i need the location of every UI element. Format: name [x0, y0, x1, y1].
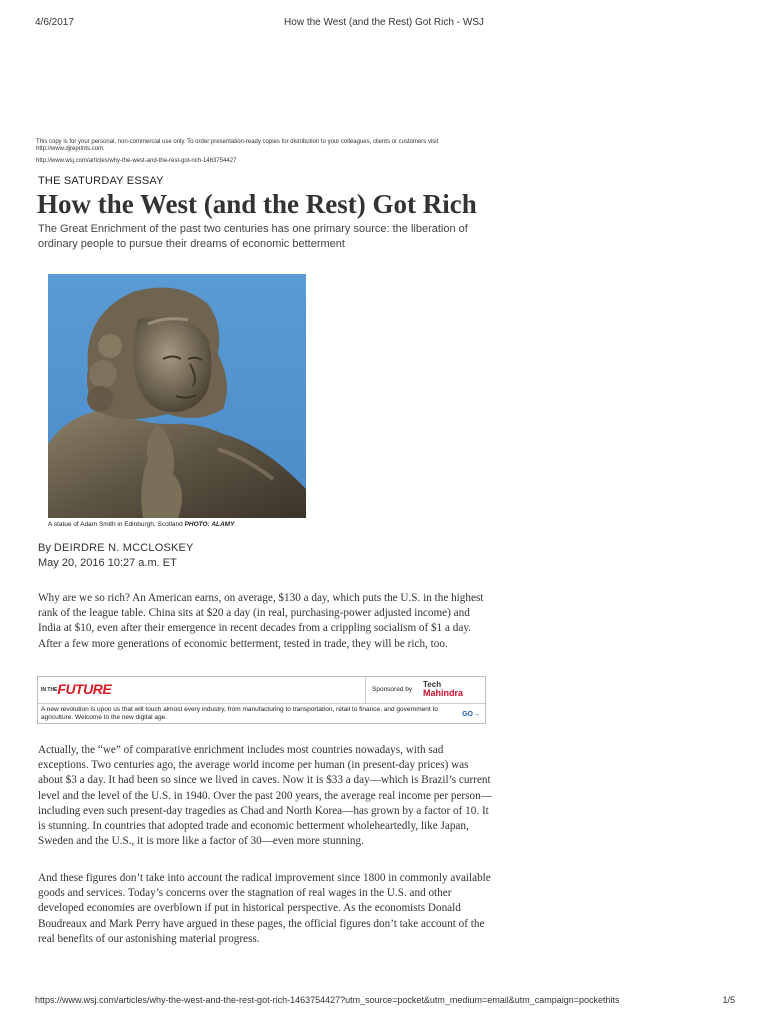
- sponsor-box: Sponsored by Tech Mahindra: [365, 677, 487, 703]
- footer-url[interactable]: https://www.wsj.com/articles/why-the-west-and-the-rest-got-rich-1463754427?utm_source=pocket&utm_medium=email&utm_campaign=pockethits: [35, 995, 620, 1005]
- article-paragraph: Why are we so rich? An American earns, on average, $130 a day, which puts the U.S. in the highest rank of the league table. China sits at $20 a day (in real, purchasing-power adjusted income) and India at $10, even after their emergence in recent decades from a crippling socialism of $1 a day. After a few more generations of economic betterment, tested in trade, they will be rich, too.: [38, 592, 484, 650]
- sponsored-ad[interactable]: [37, 676, 486, 724]
- page-number: 1/5: [722, 995, 735, 1005]
- adam-smith-statue-photo: [48, 274, 306, 518]
- subheadline: The Great Enrichment of the past two centuries has one primary source: the liberation of ordinary people to pursue their dreams of economic betterment: [38, 223, 468, 250]
- statue-illustration: [48, 274, 306, 518]
- author-name[interactable]: DEIRDRE N. MCCLOSKEY: [53, 542, 194, 554]
- reprint-notice: This copy is for your personal, non-commercial use only. To order presentation-ready copies for distribution to your colleagues, clients or customers visit http://www.djreprints.com.: [36, 139, 439, 152]
- article-paragraph: And these figures don’t take into account the radical improvement since 1800 in commonly available goods and services. Today’s concerns over the stagnation of real wages in the U.S. and other developed economies are overblown if put in historical perspective. As the economists Donald Boudreaux and Mark Perry have argued in these pages, the official figures don’t take account of the real benefits of our astonishing material progress.: [38, 872, 491, 945]
- headline: How the West (and the Rest) Got Rich: [37, 189, 477, 219]
- section-kicker: THE SATURDAY ESSAY: [38, 175, 164, 187]
- print-date: 4/6/2017: [35, 17, 74, 28]
- ad-go-link[interactable]: GO→: [462, 711, 480, 718]
- photo-caption: A statue of Adam Smith in Edinburgh, Scotland PHOTO: ALAMY: [48, 521, 235, 528]
- tech-mahindra-logo: Tech Mahindra: [423, 680, 464, 698]
- ad-text: A new revolution is upon us that will touch almost every industry, from manufacturing to transportation, retail to finance, and government to agriculture. Welcome to the new digital age.: [41, 706, 438, 721]
- article-paragraph: Actually, the “we” of comparative enrichment includes most countries nowadays, with sad exceptions. Two centuries ago, the average world income per human (in present-day prices) was about $3 a day. It had been so since we lived in caves. Now it is $33 a day—which is Brazil’s current level and the level of the U.S. in 1940. Over the past 200 years, the average real income per person—including even such present-day tragedies as Chad and North Korea—has grown by a factor of 10. It is stunning. In countries that adopted trade and economic betterment wholeheartedly, like Japan, Sweden and the U.S., it is more like a factor of 30—even more stunning.: [38, 744, 492, 848]
- article-url[interactable]: http://www.wsj.com/articles/why-the-west-and-the-rest-got-rich-1463754427: [36, 158, 237, 164]
- publish-date: May 20, 2016 10:27 a.m. ET: [38, 557, 177, 569]
- ad-banner: [38, 677, 485, 704]
- byline: By DEIRDRE N. MCCLOSKEY: [38, 542, 194, 554]
- ad-logo: IN THEFUTURE: [41, 681, 112, 697]
- print-title: How the West (and the Rest) Got Rich - WSJ: [284, 17, 484, 28]
